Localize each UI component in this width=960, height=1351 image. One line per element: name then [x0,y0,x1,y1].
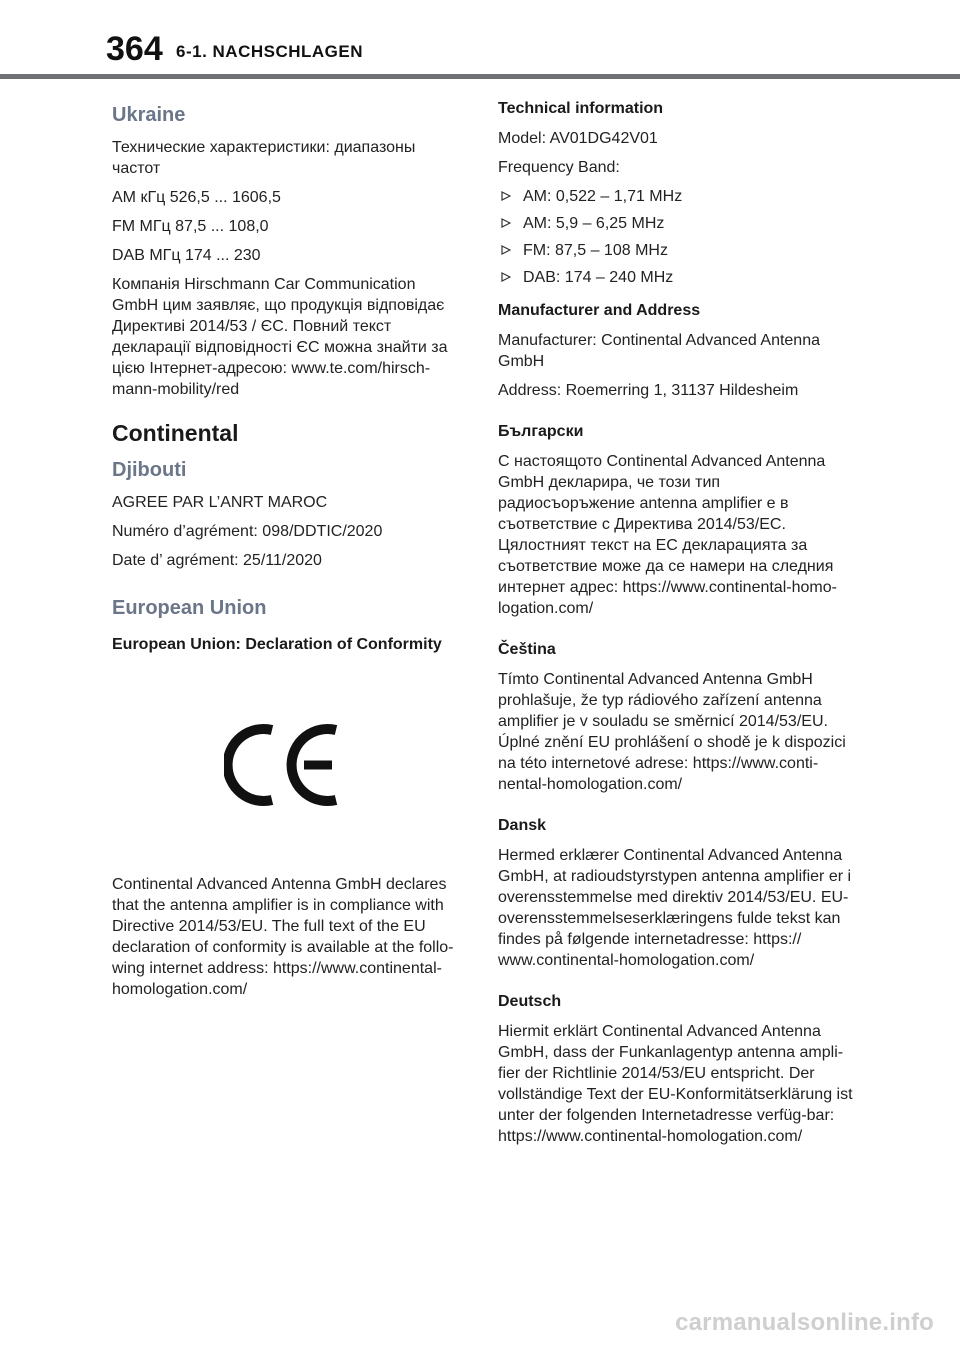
list-item [498,186,853,207]
triangle-bullet-icon [501,245,511,255]
ce-mark [112,664,462,874]
section-heading-danish: Dansk [498,817,547,834]
ukraine-line: DAB МГц 174 ... 230 [112,247,261,264]
djibouti-heading: Djibouti [112,459,187,481]
manufacturer: Manufacturer: Continental Advanced Antenna GmbH [498,332,820,370]
manufacturer-heading: Manufacturer and Address [498,302,701,319]
header-rule [0,74,960,79]
band-value: AM: 5,9 – 6,25 MHz [523,215,665,232]
section-heading-bulgarian: Български [498,423,584,440]
section-text-bulgarian: С настоящото Continental Advanced Antenna GmbH декларира, че този тип радиосъоръжение antenna amplifier е в съответствие с Директива 2014/53/ЕС. Цялостният текст на ЕС декларацията за съответствие може да се намери на следния интернет адрес: https://www.continental-homo-logation.com/ [498,453,837,617]
technical-information-heading: Technical information [498,100,664,117]
section-heading-czech: Čeština [498,641,556,658]
address: Address: Roemerring 1, 31137 Hildesheim [498,382,799,399]
band-value: AM: 0,522 – 1,71 MHz [523,188,683,205]
triangle-bullet-icon [501,272,511,282]
ukraine-heading: Ukraine [112,104,186,126]
band-value: FM: 87,5 – 108 MHz [523,242,668,259]
djibouti-line: Date d’ agrément: 25/11/2020 [112,552,322,569]
model: Model: AV01DG42V01 [498,130,658,147]
section-text-german: Hiermit erklärt Continental Advanced Antenna GmbH, dass der Funkanlagentyp antenna ampli-fier der Richtlinie 2014/53/EU entspricht. Der vollständige Text der EU-Konformitätserklärung ist unter der folgenden Internetadresse verfüg-bar: https://www.continental-homologation.com/ [498,1023,853,1145]
ukraine-line: FM МГц 87,5 ... 108,0 [112,218,269,235]
eu-declaration-text: Continental Advanced Antenna GmbH declares that the antenna amplifier is in compliance with Directive 2014/53/EU. The full text of the EU declaration of conformity is available at the follo-wing internet address: https://www.continental-homologation.com/ [112,876,454,998]
list-item [498,267,853,288]
frequency-band-list [498,186,853,288]
section-heading-german: Deutsch [498,993,562,1010]
chapter-title: 6-1. NACHSCHLAGEN [176,42,364,61]
band-value: DAB: 174 – 240 MHz [523,269,674,286]
ce-mark-icon [224,722,342,808]
djibouti-line: Numéro d’agrément: 098/DDTIC/2020 [112,523,383,540]
list-item [498,240,853,261]
continental-heading: Continental [112,420,239,446]
eu-subheading: European Union: Declaration of Conformity [112,636,442,653]
djibouti-line: AGREE PAR L’ANRT MAROC [112,494,328,511]
frequency-band-label: Frequency Band: [498,159,620,176]
section-text-danish: Hermed erklærer Continental Advanced Antenna GmbH, at radioudstyrstypen antenna amplifier er i overensstemmelse med direktiv 2014/53/EU. EU-overensstemmelseserklæringens fulde tekst kan findes på følgende internetadresse: https:// www.continental-homologation.com/ [498,847,852,969]
page-number: 364 [106,30,163,68]
ukraine-declaration: Компанія Hirschmann Car Communication GmbH цим заявляє, що продукція відповідає Директиві 2014/53 / ЄС. Повний текст декларації відповідності ЄС можна знайти за цією Інтернет-адресою: www.te.com/hirsch-mann-mobility/red [112,276,448,398]
ukraine-line: AM кГц 526,5 ... 1606,5 [112,189,281,206]
triangle-bullet-icon [501,191,511,201]
eu-heading: European Union [112,597,267,619]
ukraine-line: Технические характеристики: диапазоны частот [112,139,416,177]
list-item [498,213,853,234]
triangle-bullet-icon [501,218,511,228]
section-text-czech: Tímto Continental Advanced Antenna GmbH prohlašuje, že typ rádiového zařízení antenna amplifier je v souladu se směrnicí 2014/53/EU. Úplné znění EU prohlášení o shodě je k dispozici na této internetové adrese: https://www.conti-nental-homologation.com/ [498,671,846,793]
right-column [498,100,853,1155]
watermark: carmanualsonline.info [675,1309,934,1336]
page-header [0,0,960,82]
left-column [112,100,462,1008]
